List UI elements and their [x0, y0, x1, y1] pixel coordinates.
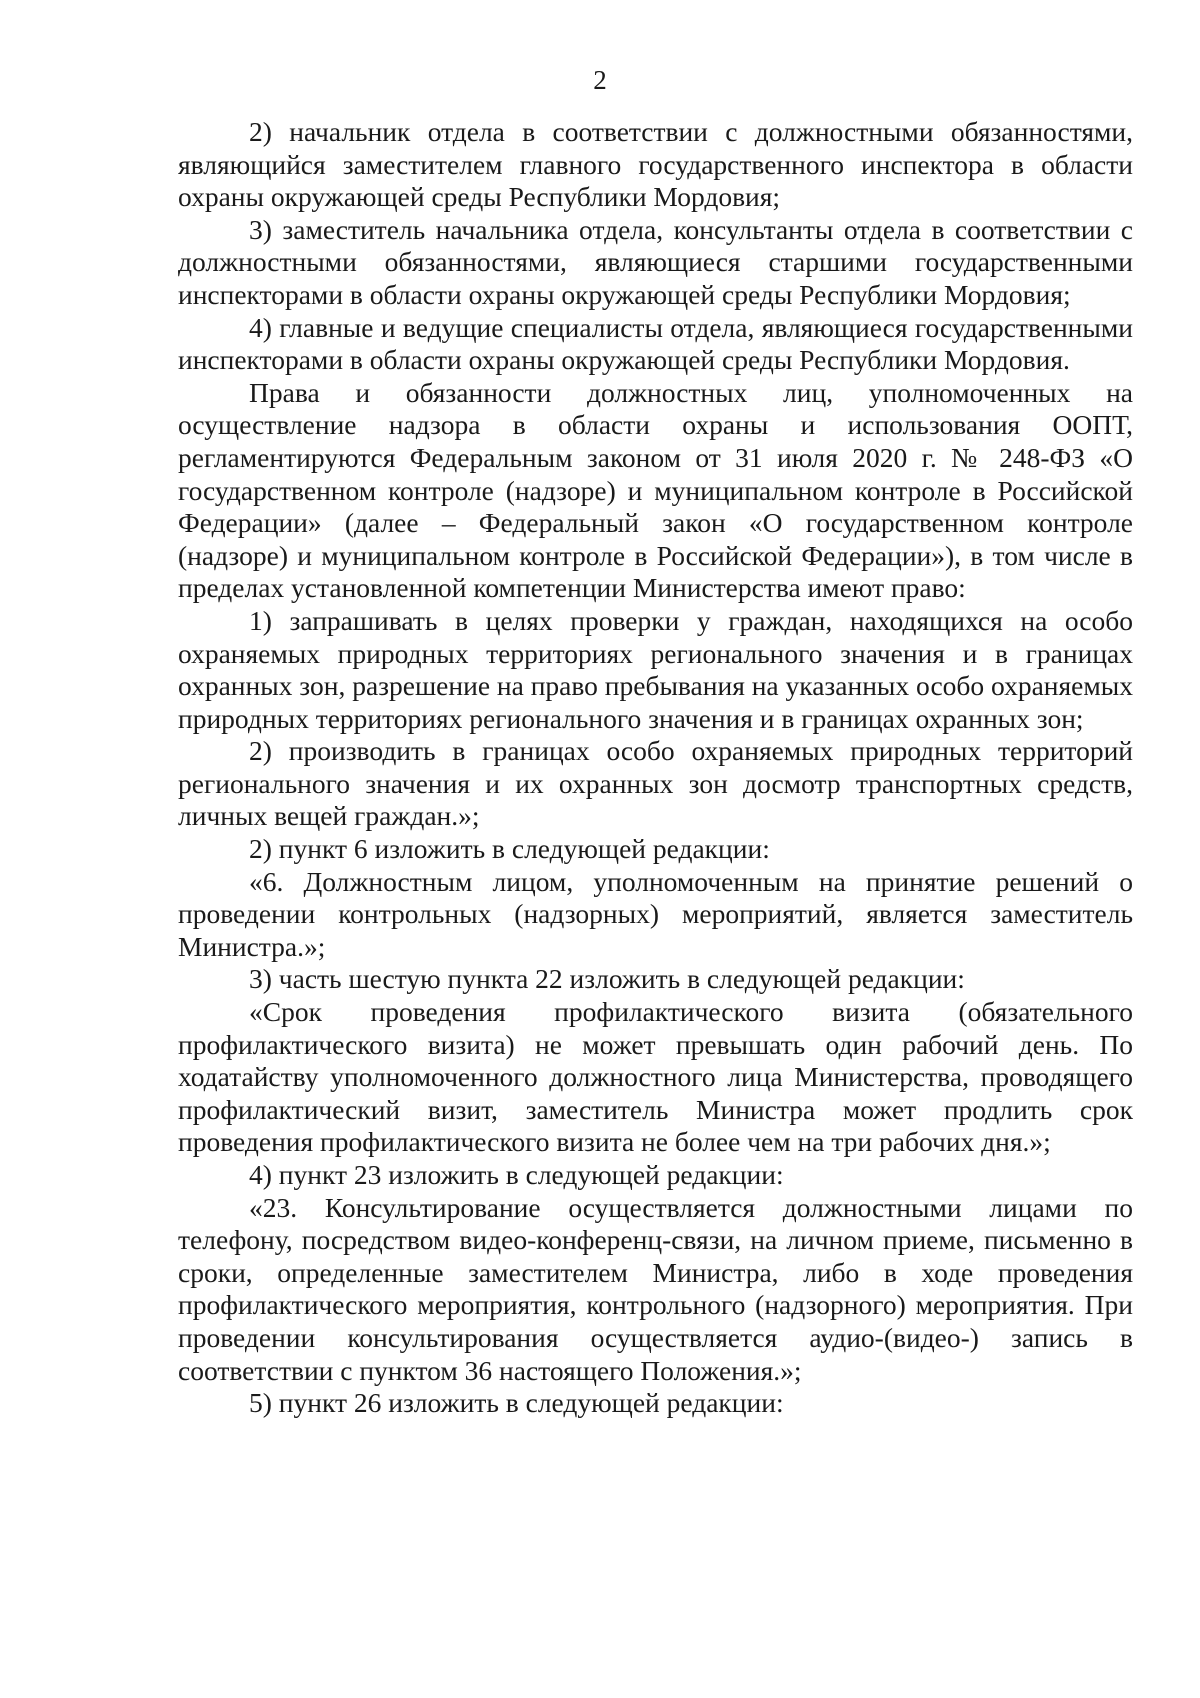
paragraph-amendment-3: 3) часть шестую пункта 22 изложить в следующей редакции:	[249, 963, 965, 995]
paragraph-item-3: 3) заместитель начальника отдела, консультанты отдела в соответствии с должностными обязанностями, являющиеся старшими государственными инспекторами в области охраны окружающей среды Республики Мордовия;	[178, 213, 1133, 310]
paragraph-clause-23: «23. Консультирование осуществляется должностными лицами по телефону, посредством видео-конференц-связи, на личном приеме, письменно в сроки, определенные заместителем Министра, либо в ходе проведения профилактического мероприятия, контрольного (надзорного) мероприятия. При проведении консультирования осуществляется аудио-(видео-) запись в соответствии с пунктом 36 настоящего Положения.»;	[178, 1191, 1133, 1386]
paragraph-item-2: 2) начальник отдела в соответствии с должностными обязанностями, являющийся заместителем главного государственного инспектора в области охраны окружающей среды Республики Мордовия;	[178, 116, 1133, 213]
page-number: 2	[593, 65, 607, 95]
paragraph-amendment-2: 2) пункт 6 изложить в следующей редакции:	[249, 833, 770, 865]
paragraph-visit-term: «Срок проведения профилактического визита (обязательного профилактического визита) не может превышать один рабочий день. По ходатайству уполномоченного должностного лица Министерства, проводящего профилактический визит, заместитель Министра может продлить срок проведения профилактического визита не более чем на три рабочих дня.»;	[178, 996, 1133, 1158]
paragraph-right-2: 2) производить в границах особо охраняемых природных территорий регионального значения и их охранных зон досмотр транспортных средств, личных вещей граждан.»;	[178, 735, 1133, 832]
paragraph-rights-and-duties: Права и обязанности должностных лиц, уполномоченных на осуществление надзора в области охраны и использования ООПТ, регламентируются Федеральным законом от 31 июля 2020 г. № 248-ФЗ «О государственном контроле (надзоре) и муниципальном контроле в Российской Федерации» (далее – Федеральный закон «О государственном контроле (надзоре) и муниципальном контроле в Российской Федерации»), в том числе в пределах установленной компетенции Министерства имеют право:	[178, 376, 1133, 604]
paragraph-amendment-4: 4) пункт 23 изложить в следующей редакции:	[249, 1159, 784, 1190]
document-body	[178, 116, 1133, 1420]
paragraph-amendment-5: 5) пункт 26 изложить в следующей редакции:	[249, 1387, 784, 1419]
paragraph-item-4: 4) главные и ведущие специалисты отдела, являющиеся государственными инспекторами в области охраны окружающей среды Республики Мордовия.	[178, 311, 1133, 376]
paragraph-right-1: 1) запрашивать в целях проверки у граждан, находящихся на особо охраняемых природных территориях регионального значения и в границах охранных зон, разрешение на право пребывания на указанных особо охраняемых природных территориях регионального значения и в границах охранных зон;	[178, 604, 1133, 734]
paragraph-clause-6: «6. Должностным лицом, уполномоченным на принятие решений о проведении контрольных (надзорных) мероприятий, является заместитель Министра.»;	[178, 865, 1133, 962]
